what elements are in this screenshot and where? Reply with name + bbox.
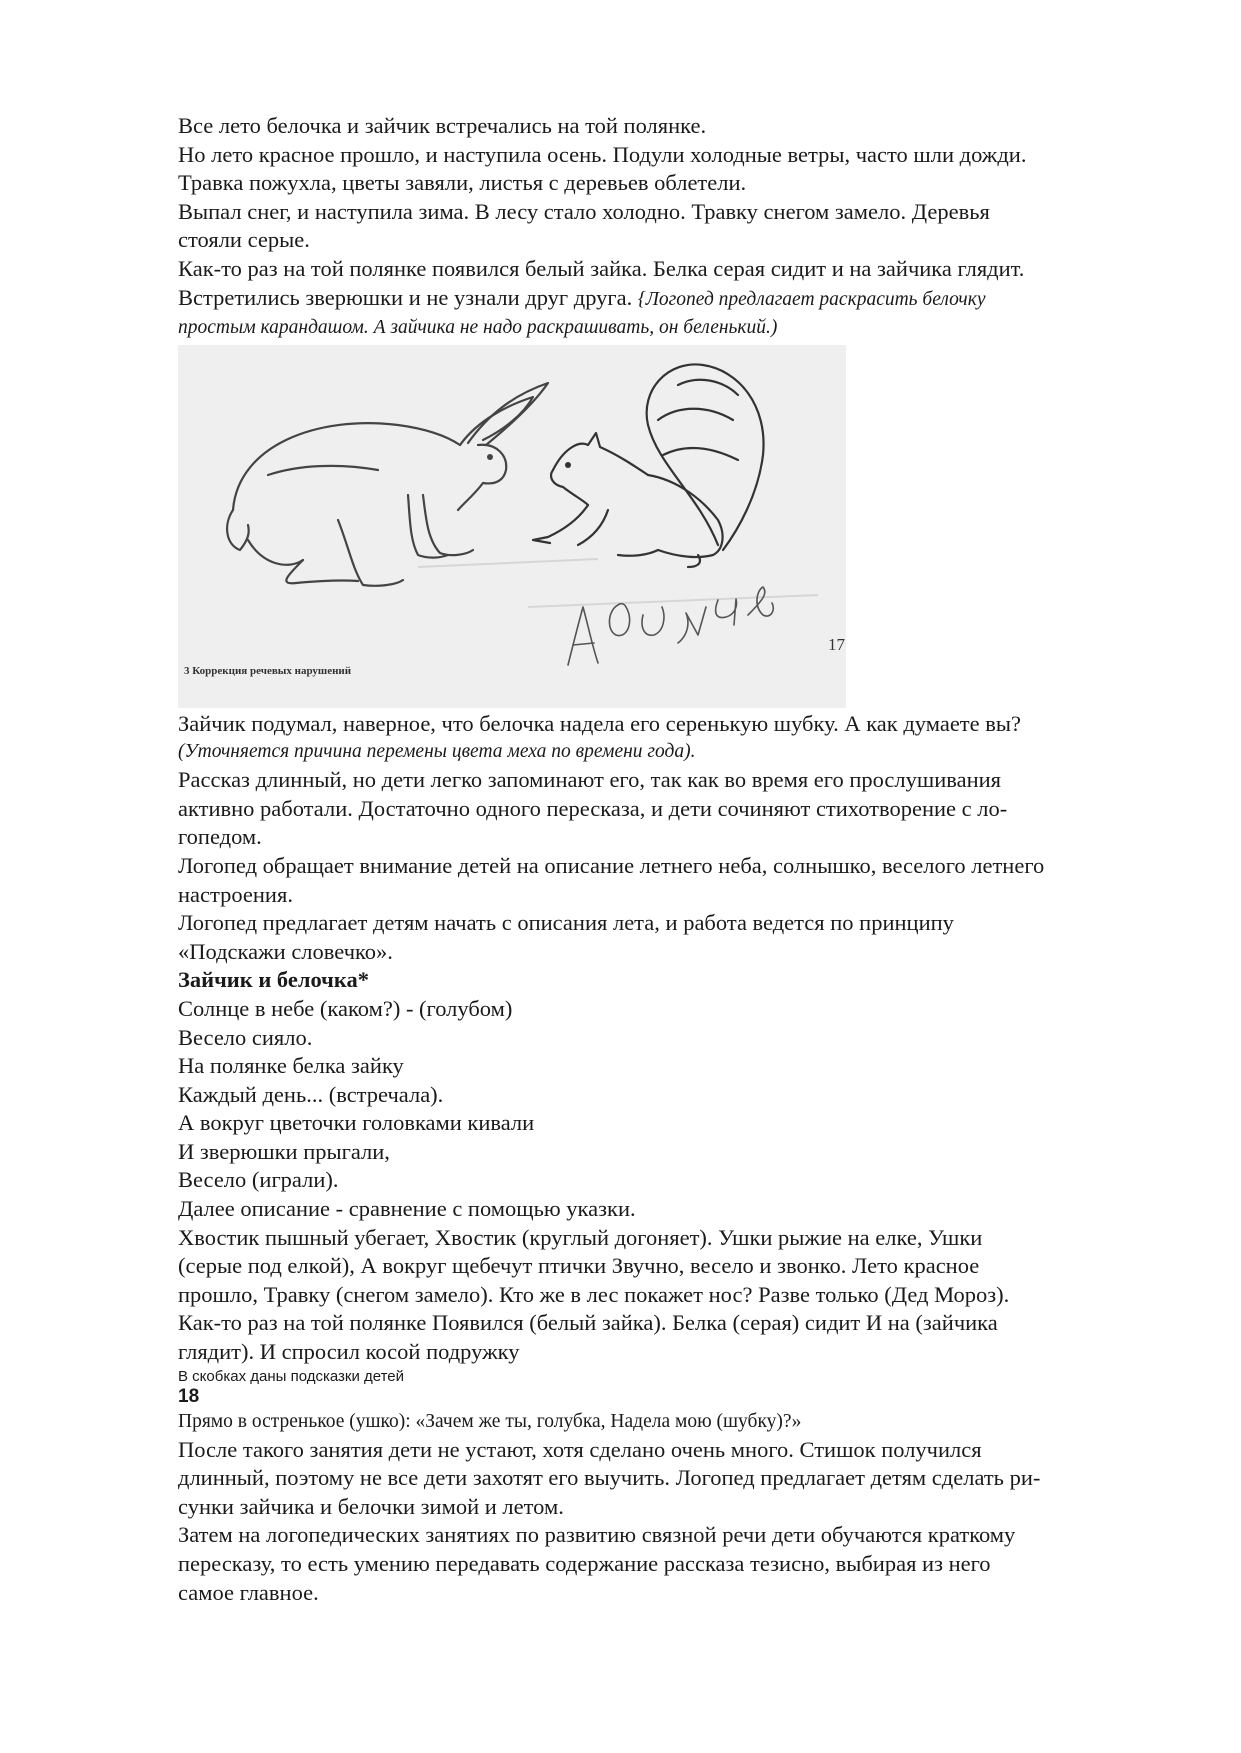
text-italic-line: (Уточняется причина перемены цвета меха по времени года). bbox=[178, 741, 696, 763]
text-italic-line: простым карандашом. А зайчика не надо раскрашивать, он беленький.) bbox=[178, 316, 778, 338]
text-line: настроения. bbox=[178, 881, 293, 907]
text-line: После такого занятия дети не устают, хотя сделано очень много. Стишок получился bbox=[178, 1436, 982, 1462]
poem-line: И зверюшки прыгали, bbox=[178, 1138, 390, 1164]
page-number: 18 bbox=[178, 1385, 200, 1407]
poem-line: Хвостик пышный убегает, Хвостик (круглый догоняет). Ушки рыжие на елке, Ушки bbox=[178, 1224, 983, 1250]
illustration-hare-squirrel bbox=[178, 345, 846, 708]
document-page bbox=[178, 112, 1163, 1607]
poem-title: Зайчик и белочка* bbox=[178, 967, 369, 993]
text-line: Логопед предлагает детям начать с описания лета, и работа ведется по принципу bbox=[178, 910, 954, 936]
poem-line: прошло, Травку (снегом замело). Кто же в лес покажет нос? Разве только (Дед Мороз). bbox=[178, 1281, 1010, 1307]
text-line: гопедом. bbox=[178, 824, 262, 850]
footnote: В скобках даны подсказки детей bbox=[178, 1367, 405, 1385]
text-line: сунки зайчика и белочки зимой и летом. bbox=[178, 1493, 564, 1519]
poem-line: Солнце в небе (каком?) - (голубом) bbox=[178, 995, 513, 1021]
poem-line: глядит). И спросил косой подружку bbox=[178, 1339, 520, 1365]
text-line-mixed bbox=[178, 284, 1163, 314]
figure-page-number: 17 bbox=[828, 634, 845, 654]
poem-line: Весело сияло. bbox=[178, 1024, 313, 1050]
figure-caption: 3 Коррекция речевых нарушений bbox=[184, 664, 352, 677]
text-plain: Встретились зверюшки и не узнали друг друга. bbox=[178, 284, 638, 310]
poem-line: На полянке белка зайку bbox=[178, 1053, 404, 1079]
poem-line: Далее описание - сравнение с помощью указки. bbox=[178, 1196, 636, 1222]
poem-line: Как-то раз на той полянке Появился (белый зайка). Белка (серая) сидит И на (зайчика bbox=[178, 1310, 998, 1336]
illustration-drawing bbox=[178, 345, 846, 708]
text-line: длинный, поэтому не все дети захотят его выучить. Логопед предлагает детям сделать ри- bbox=[178, 1465, 1041, 1491]
text-line: активно работали. Достаточно одного пересказа, и дети сочиняют стихотворение с ло- bbox=[178, 795, 1008, 821]
poem-line: Каждый день... (встречала). bbox=[178, 1081, 444, 1107]
poem-line: А вокруг цветочки головками кивали bbox=[178, 1110, 535, 1136]
text-line: Выпал снег, и наступила зима. В лесу стало холодно. Травку снегом замело. Деревья bbox=[178, 198, 990, 224]
text-line: самое главное. bbox=[178, 1579, 319, 1605]
poem-line: (серые под елкой), А вокруг щебечут птички Звучно, весело и звонко. Лето красное bbox=[178, 1253, 980, 1279]
text-line: Затем на логопедических занятиях по развитию связной речи дети обучаются краткому bbox=[178, 1522, 1016, 1548]
text-italic: {Логопед предлагает раскрасить белочку bbox=[637, 288, 986, 310]
poem-line: Весело (играли). bbox=[178, 1167, 339, 1193]
text-line: Все лето белочка и зайчик встречались на той полянке. bbox=[178, 113, 707, 138]
text-line: Но лето красное прошло, и наступила осень. Подули холодные ветры, часто шли дожди. bbox=[178, 141, 1027, 167]
text-line: стояли серые. bbox=[178, 227, 310, 253]
text-line: Травка пожухла, цветы завяли, листья с деревьев облетели. bbox=[178, 170, 747, 196]
text-line: Логопед обращает внимание детей на описание летнего неба, солнышко, веселого летнего bbox=[178, 852, 1045, 878]
text-line: пересказу, то есть умению передавать содержание рассказа тезисно, выбирая из него bbox=[178, 1551, 991, 1576]
text-line: Как-то раз на той полянке появился белый зайка. Белка серая сидит и на зайчика глядит. bbox=[178, 255, 1025, 281]
text-line: Зайчик подумал, наверное, что белочка надела его серенькую шубку. А как думаете вы? bbox=[178, 710, 1021, 736]
text-line: Прямо в остренькое (ушко): «Зачем же ты, голубка, Надела мою (шубку)?» bbox=[178, 1410, 802, 1432]
text-line: Рассказ длинный, но дети легко запоминают его, так как во время его прослушивания bbox=[178, 767, 1002, 793]
text-line: «Подскажи словечко». bbox=[178, 938, 393, 964]
